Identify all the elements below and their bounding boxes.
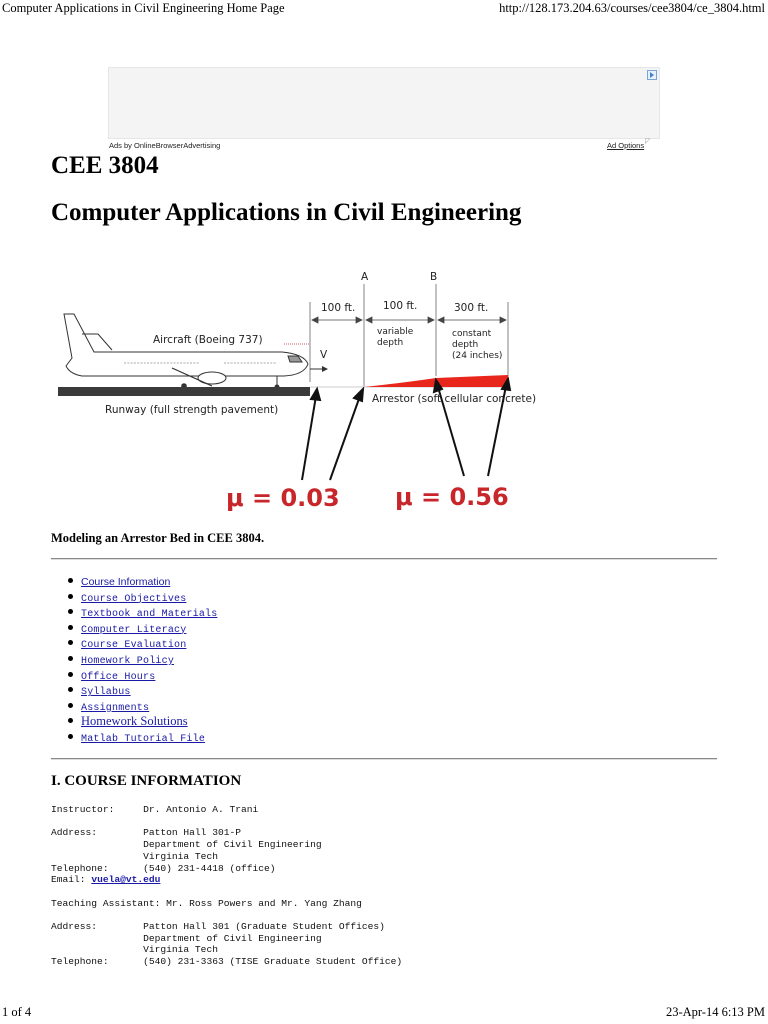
toc-item	[81, 667, 217, 683]
email-label: Email:	[51, 874, 92, 886]
instructor-address: Address: Patton Hall 301-P Department of Civil Engineering Virginia Tech Telephone: (540) 231-4418 (office)	[51, 827, 322, 874]
arrestor-bed-diagram	[52, 262, 542, 520]
teaching-assistant-line: Teaching Assistant: Mr. Ross Powers and Mr. Yang Zhang	[51, 897, 362, 909]
velocity-arrow	[322, 366, 328, 372]
print-footer	[0, 1005, 768, 1021]
arrestor-label: Arrestor (soft cellular concrete)	[372, 393, 537, 405]
print-page-number: 1 of 4	[2, 1005, 32, 1019]
runway-pavement	[58, 387, 310, 396]
toc-item	[81, 635, 217, 651]
point-b-label: B	[430, 271, 438, 283]
point-a-label: A	[361, 271, 369, 283]
print-page-title: Computer Applications in Civil Engineering Home Page	[2, 1, 285, 15]
divider-top	[51, 558, 717, 560]
section-heading-course-information: I. COURSE INFORMATION	[51, 773, 242, 789]
constant-depth-line3: (24 inches)	[452, 351, 503, 361]
toc-link-office-hours[interactable]: Office Hours	[81, 671, 156, 683]
divider-middle	[51, 758, 717, 760]
course-information-block	[51, 804, 402, 968]
constant-depth-line1: constant	[452, 329, 492, 339]
ad-options-link[interactable]: Ad Options	[607, 141, 645, 150]
course-name-heading: Computer Applications in Civil Engineering	[51, 199, 522, 226]
constant-depth-line2: depth	[452, 340, 479, 350]
toc-link-course-information[interactable]: Course Information	[81, 576, 171, 588]
runway-friction-label: μ = 0.03	[226, 484, 340, 512]
toc-item	[81, 698, 217, 714]
toc-item	[81, 713, 217, 729]
distance-label-2: 100 ft.	[383, 300, 418, 312]
toc-link-assignments[interactable]: Assignments	[81, 702, 150, 714]
print-datetime: 23-Apr-14 6:13 PM	[665, 1005, 765, 1019]
toc-link-homework-solutions[interactable]: Homework Solutions	[81, 714, 188, 729]
table-of-contents	[51, 573, 217, 745]
variable-depth-line1: variable	[377, 327, 414, 337]
ads-by-label: Ads by OnlineBrowserAdvertising	[109, 141, 221, 150]
advertisement-banner[interactable]	[108, 67, 660, 139]
distance-label-3: 300 ft.	[454, 302, 489, 314]
ta-address: Address: Patton Hall 301 (Graduate Student Offices) Department of Civil Engineering Virginia Tech Telephone: (540) 231-3363 (TISE Graduate Student Office)	[51, 921, 403, 968]
toc-link-syllabus[interactable]: Syllabus	[81, 687, 131, 699]
toc-item	[81, 682, 217, 698]
figure-caption: Modeling an Arrestor Bed in CEE 3804.	[51, 531, 265, 545]
variable-depth-line2: depth	[377, 338, 404, 348]
course-code-heading: CEE 3804	[51, 152, 159, 179]
print-page-url: http://128.173.204.63/courses/cee3804/ce_3804.html	[499, 1, 765, 15]
toc-item	[81, 729, 217, 745]
instructor-line: Instructor: Dr. Antonio A. Trani	[51, 804, 259, 815]
toc-link-course-objectives[interactable]: Course Objectives	[81, 593, 187, 605]
arrestor-friction-label: μ = 0.56	[395, 483, 509, 511]
toc-link-computer-literacy[interactable]: Computer Literacy	[81, 624, 187, 636]
toc-link-course-evaluation[interactable]: Course Evaluation	[81, 640, 187, 652]
dimension-arrows	[312, 317, 506, 323]
toc-item	[81, 573, 217, 589]
toc-link-matlab-tutorial[interactable]: Matlab Tutorial File	[81, 733, 206, 745]
runway-label: Runway (full strength pavement)	[105, 404, 279, 416]
ad-corner-mark: ◸	[645, 137, 651, 145]
boeing-737-aircraft-icon	[64, 314, 308, 389]
toc-item	[81, 604, 217, 620]
aircraft-label: Aircraft (Boeing 737)	[153, 334, 263, 346]
toc-item	[81, 620, 217, 636]
velocity-label: V	[320, 349, 328, 361]
toc-link-homework-policy[interactable]: Homework Policy	[81, 655, 175, 667]
ad-choices-icon[interactable]	[647, 70, 657, 80]
instructor-email-link[interactable]: vuela@vt.edu	[91, 874, 161, 886]
print-header	[0, 1, 768, 19]
toc-link-textbook[interactable]: Textbook and Materials	[81, 609, 218, 621]
toc-item	[81, 589, 217, 605]
distance-label-1: 100 ft.	[321, 302, 356, 314]
toc-item	[81, 651, 217, 667]
